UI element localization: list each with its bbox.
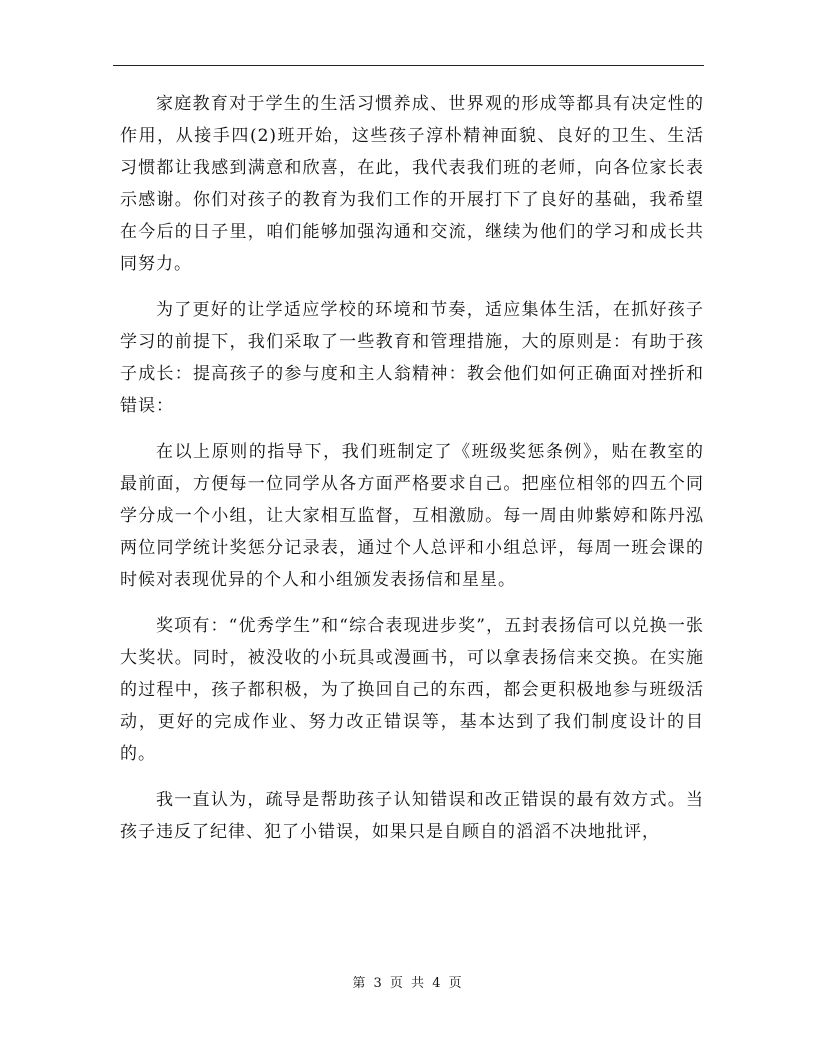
header-rule: [113, 65, 704, 66]
document-body: [120, 88, 704, 862]
page-number-footer: 第 3 页 共 4 页: [352, 976, 464, 991]
paragraph: 家庭教育对于学生的生活习惯养成、世界观的形成等都具有决定性的作用，从接手四(2)班开始，这些孩子淳朴精神面貌、良好的卫生、生活习惯都让我感到满意和欣喜，在此，我代表我们班的老师，向各位家长表示感谢。你们对孩子的教育为我们工作的开展打下了良好的基础，我希望在今后的日子里，咱们能够加强沟通和交流，继续为他们的学习和成长共同努力。: [120, 94, 704, 274]
paragraph: 在以上原则的指导下，我们班制定了《班级奖惩条例》，贴在教室的最前面，方便每一位同学从各方面严格要求自己。把座位相邻的四五个同学分成一个小组，让大家相互监督，互相激励。每一周由帅紫婷和陈丹泓两位同学统计奖惩分记录表，通过个人总评和小组总评，每周一班会课的时候对表现优异的个人和小组颁发表扬信和星星。: [120, 442, 704, 590]
paragraph: 奖项有：“优秀学生”和“综合表现进步奖”，五封表扬信可以兑换一张大奖状。同时，被没收的小玩具或漫画书，可以拿表扬信来交换。在实施的过程中，孩子都积极，为了换回自己的东西，都会更积极地参与班级活动，更好的完成作业、努力改正错误等，基本达到了我们制度设计的目的。: [120, 616, 704, 764]
paragraph: 我一直认为，疏导是帮助孩子认知错误和改正错误的最有效方式。当孩子违反了纪律、犯了小错误，如果只是自顾自的滔滔不决地批评，: [120, 790, 704, 842]
paragraph: 为了更好的让学适应学校的环境和节奏，适应集体生活，在抓好孩子学习的前提下，我们采取了一些教育和管理措施，大的原则是：有助于孩子成长：提高孩子的参与度和主人翁精神：教会他们如何正确面对挫折和错误：: [120, 300, 704, 416]
